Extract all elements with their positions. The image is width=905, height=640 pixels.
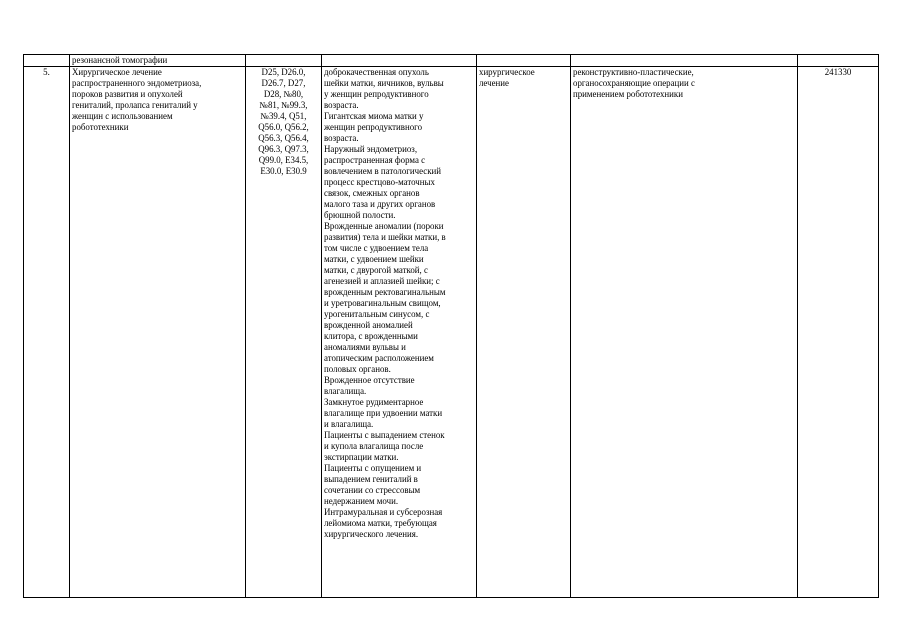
- icd-code-line: Q99.0, E34.5,: [258, 155, 309, 165]
- cell-method-empty: [571, 55, 798, 67]
- cell-icd-codes: [246, 67, 322, 598]
- patient-model-line: недержанием мочи.: [324, 496, 399, 506]
- patient-model-line: агенезией и аплазией шейки; с: [324, 276, 440, 286]
- patient-model-line: Замкнутое рудиментарное: [324, 397, 424, 407]
- patient-model-line: развития) тела и шейки матки, в: [324, 232, 446, 242]
- patient-model-line: хирургического лечения.: [324, 529, 419, 539]
- medical-care-table: [23, 54, 879, 598]
- patient-model-line: возраста.: [324, 100, 359, 110]
- patient-model-line: лейомиома матки, требующая: [324, 518, 437, 528]
- cell-cost-empty: [798, 55, 879, 67]
- patient-model-line: Пациенты с выпадением стенок: [324, 430, 445, 440]
- cell-number-empty: [24, 55, 70, 67]
- patient-model-line: у женщин репродуктивного: [324, 89, 429, 99]
- icd-code-line: Q96.3, Q97.3,: [258, 144, 309, 154]
- care-name-line: распространенного эндометриоза,: [72, 78, 202, 88]
- patient-model-line: аномалиями вульвы и: [324, 342, 406, 352]
- cell-care-name: [70, 67, 246, 598]
- patient-model-line: и влагалища.: [324, 419, 374, 429]
- care-name-line: пороков развития и опухолей: [72, 89, 183, 99]
- patient-model-line: возраста.: [324, 133, 359, 143]
- cell-model-empty: [322, 55, 477, 67]
- patient-model-line: доброкачественная опухоль: [324, 67, 429, 77]
- table-row-5: [24, 67, 879, 598]
- cell-type-empty: [477, 55, 571, 67]
- icd-codes-lines: [248, 67, 319, 177]
- care-name-line: женщин с использованием: [72, 111, 173, 121]
- icd-code-line: D28, №80,: [263, 89, 304, 99]
- patient-model-line: врожденным ректовагинальным: [324, 287, 446, 297]
- patient-model-line: влагалища.: [324, 386, 367, 396]
- cost-value: 241330: [824, 67, 852, 77]
- treatment-type-line: хирургическое: [479, 67, 535, 77]
- care-name-lines: [72, 67, 243, 133]
- treatment-method-line: реконструктивно-пластические,: [573, 67, 694, 77]
- icd-code-line: D25, D26.0,: [261, 67, 306, 77]
- patient-model-line: сочетании со стрессовым: [324, 485, 421, 495]
- name-tail-text: резонансной томографии: [72, 55, 168, 65]
- patient-model-lines: [324, 67, 474, 540]
- care-name-line: Хирургическое лечение: [72, 67, 162, 77]
- icd-code-line: №39.4, Q51,: [260, 111, 307, 121]
- icd-code-line: №81, №99.3,: [259, 100, 308, 110]
- cell-codes-empty: [246, 55, 322, 67]
- care-name-line: гениталий, пролапса гениталий у: [72, 100, 198, 110]
- patient-model-line: атопическим расположением: [324, 353, 434, 363]
- patient-model-line: том числе с удвоением тела: [324, 243, 429, 253]
- table-row-continued: [24, 55, 879, 67]
- cell-patient-model: [322, 67, 477, 598]
- patient-model-line: половых органов.: [324, 364, 391, 374]
- patient-model-line: Врожденное отсутствие: [324, 375, 415, 385]
- icd-code-line: D26.7, D27,: [261, 78, 306, 88]
- patient-model-line: процесс крестцово-маточных: [324, 177, 435, 187]
- patient-model-line: вовлечением в патологический: [324, 166, 442, 176]
- patient-model-line: Врожденные аномалии (пороки: [324, 221, 444, 231]
- patient-model-line: Наружный эндометриоз,: [324, 144, 418, 154]
- row-number-text: 5.: [43, 67, 50, 77]
- patient-model-line: распространенная форма с: [324, 155, 426, 165]
- patient-model-line: брюшной полости.: [324, 210, 396, 220]
- icd-code-line: Q56.0, Q56.2,: [258, 122, 309, 132]
- cell-name-tail: [70, 55, 246, 67]
- patient-model-line: клитора, с врожденными: [324, 331, 418, 341]
- patient-model-line: шейки матки, яичников, вульвы: [324, 78, 444, 88]
- patient-model-line: урогенитальным синусом, с: [324, 309, 430, 319]
- patient-model-line: Интрамуральная и субсерозная: [324, 507, 443, 517]
- treatment-type-line: лечение: [479, 78, 509, 88]
- care-name-line: робототехники: [72, 122, 129, 132]
- patient-model-line: женщин репродуктивного: [324, 122, 423, 132]
- patient-model-line: матки, с удвоением шейки: [324, 254, 424, 264]
- patient-model-line: Пациенты с опущением и: [324, 463, 422, 473]
- cell-cost: [798, 67, 879, 598]
- patient-model-line: связок, смежных органов: [324, 188, 420, 198]
- patient-model-line: экстирпации матки.: [324, 452, 399, 462]
- icd-code-line: E30.0, E30.9: [260, 166, 307, 176]
- cell-treatment-method: [571, 67, 798, 598]
- patient-model-line: малого таза и других органов: [324, 199, 436, 209]
- icd-code-line: Q56.3, Q56.4,: [258, 133, 309, 143]
- treatment-method-line: применением робототехники: [573, 89, 683, 99]
- treatment-type-lines: [479, 67, 568, 89]
- patient-model-line: влагалище при удвоении матки: [324, 408, 443, 418]
- patient-model-line: врожденной аномалией: [324, 320, 413, 330]
- patient-model-line: и купола влагалища после: [324, 441, 424, 451]
- patient-model-line: выпадением гениталий в: [324, 474, 418, 484]
- patient-model-line: матки, с двурогой маткой, с: [324, 265, 428, 275]
- patient-model-line: Гигантская миома матки у: [324, 111, 424, 121]
- patient-model-line: и уретровагинальным свищом,: [324, 298, 441, 308]
- treatment-method-lines: [573, 67, 795, 100]
- cell-treatment-type: [477, 67, 571, 598]
- treatment-method-line: органосохраняющие операции с: [573, 78, 695, 88]
- cell-row-number: [24, 67, 70, 598]
